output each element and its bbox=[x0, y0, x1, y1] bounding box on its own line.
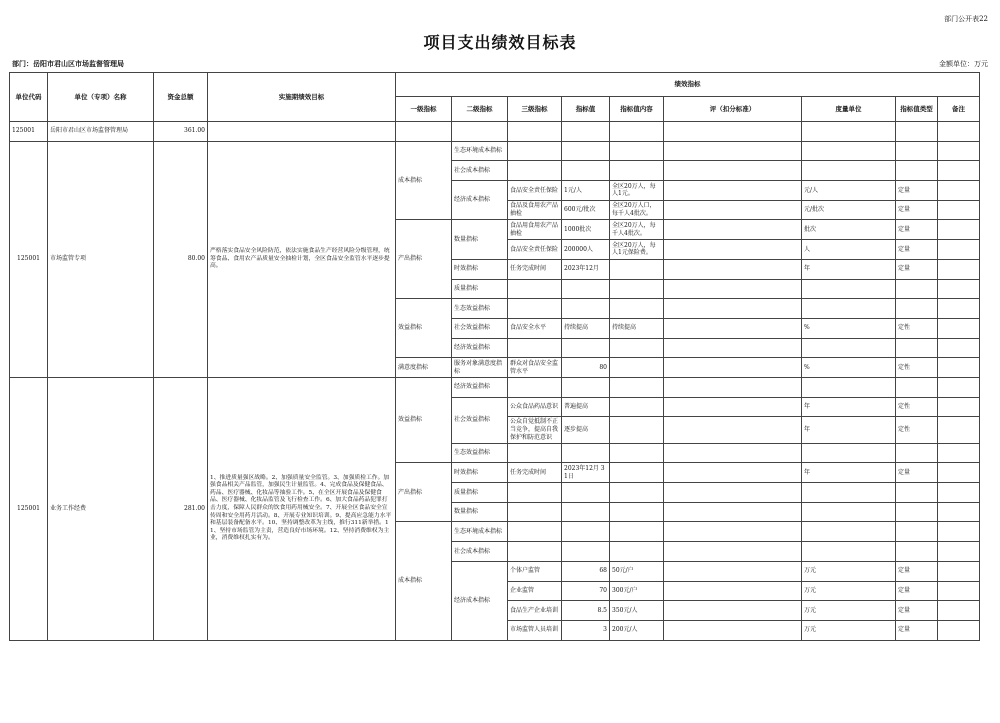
measure-unit-cell: 万元 bbox=[802, 581, 896, 601]
remark-cell bbox=[938, 620, 980, 640]
measure-unit-cell: 万元 bbox=[802, 620, 896, 640]
scoring-cell bbox=[664, 542, 802, 562]
value-content-cell bbox=[610, 141, 664, 161]
measure-unit-cell bbox=[802, 377, 896, 397]
value-content-cell bbox=[610, 522, 664, 542]
header-total-funds: 资金总额 bbox=[154, 73, 208, 122]
value-cell: 2023年12月 bbox=[562, 259, 610, 279]
remark-cell bbox=[938, 542, 980, 562]
measure-unit-cell: 元/批次 bbox=[802, 200, 896, 220]
value-content-cell: 全区20万人，每人1元。 bbox=[610, 181, 664, 201]
measure-unit-cell: 年 bbox=[802, 463, 896, 483]
value-content-cell bbox=[610, 358, 664, 378]
measure-unit-cell: % bbox=[802, 358, 896, 378]
value-cell bbox=[562, 338, 610, 358]
level2-cell: 经济成本指标 bbox=[452, 561, 508, 640]
remark-cell bbox=[938, 502, 980, 522]
scoring-cell bbox=[664, 318, 802, 338]
level2-cell: 时效指标 bbox=[452, 463, 508, 483]
amount-cell: 80.00 bbox=[154, 141, 208, 377]
scoring-cell bbox=[664, 581, 802, 601]
level3-cell bbox=[508, 522, 562, 542]
level2-cell: 生态效益指标 bbox=[452, 443, 508, 463]
value-type-cell bbox=[896, 443, 938, 463]
level3-cell: 公众食品药品意识 bbox=[508, 397, 562, 417]
measure-unit-cell bbox=[802, 542, 896, 562]
remark-cell bbox=[938, 397, 980, 417]
unit-code-cell: 125001 bbox=[10, 141, 48, 377]
amount-unit-label: 金额单位：万元 bbox=[939, 60, 988, 68]
value-type-cell bbox=[896, 161, 938, 181]
level2-cell: 质量指标 bbox=[452, 279, 508, 299]
value-cell bbox=[562, 483, 610, 503]
level3-cell: 食品安全水平 bbox=[508, 318, 562, 338]
table-row bbox=[10, 141, 980, 161]
level2-cell: 质量指标 bbox=[452, 483, 508, 503]
value-cell bbox=[562, 161, 610, 181]
level1-cell: 成本指标 bbox=[396, 141, 452, 220]
table-row bbox=[10, 377, 980, 397]
value-content-cell bbox=[610, 377, 664, 397]
value-content-cell: 全区20万人，每千人4批次。 bbox=[610, 220, 664, 240]
measure-unit-cell: 万元 bbox=[802, 601, 896, 621]
value-cell: 持续提高 bbox=[562, 318, 610, 338]
level2-cell: 社会效益指标 bbox=[452, 397, 508, 443]
measure-unit-cell: 万元 bbox=[802, 561, 896, 581]
performance-target-table bbox=[9, 72, 980, 641]
level2-cell: 生态环境成本指标 bbox=[452, 141, 508, 161]
level2-cell: 生态环境成本指标 bbox=[452, 522, 508, 542]
level2-cell: 社会成本指标 bbox=[452, 542, 508, 562]
remark-cell bbox=[938, 240, 980, 260]
value-content-cell bbox=[610, 443, 664, 463]
level2-cell: 社会成本指标 bbox=[452, 161, 508, 181]
value-content-cell: 全区20万人口，每千人4批次。 bbox=[610, 200, 664, 220]
level3-cell bbox=[508, 161, 562, 181]
level3-cell bbox=[508, 279, 562, 299]
value-type-cell bbox=[896, 279, 938, 299]
value-type-cell: 定性 bbox=[896, 318, 938, 338]
scoring-cell bbox=[664, 417, 802, 443]
header-measure-unit: 度量单位 bbox=[802, 97, 896, 122]
value-type-cell bbox=[896, 502, 938, 522]
amount-cell: 361.00 bbox=[154, 122, 208, 142]
scoring-cell bbox=[664, 620, 802, 640]
remark-cell bbox=[938, 299, 980, 319]
value-cell bbox=[562, 299, 610, 319]
level3-cell bbox=[508, 443, 562, 463]
value-content-cell bbox=[610, 299, 664, 319]
remark-cell bbox=[938, 181, 980, 201]
value-cell: 普遍提高 bbox=[562, 397, 610, 417]
level3-cell bbox=[508, 502, 562, 522]
measure-unit-cell: 年 bbox=[802, 397, 896, 417]
header-value-content: 指标值内容 bbox=[610, 97, 664, 122]
remark-cell bbox=[938, 200, 980, 220]
value-content-cell: 350元/人 bbox=[610, 601, 664, 621]
header-level2: 二级指标 bbox=[452, 97, 508, 122]
level3-cell: 食品安全责任保险 bbox=[508, 181, 562, 201]
unit-code-cell: 125001 bbox=[10, 377, 48, 640]
level3-cell: 公众自觉抵制不正当竞争，提高自我保护和防范意识 bbox=[508, 417, 562, 443]
value-type-cell bbox=[896, 377, 938, 397]
scoring-cell bbox=[664, 397, 802, 417]
value-content-cell: 全区20万人，每人1元保险费。 bbox=[610, 240, 664, 260]
value-cell: 2023年12月 31日 bbox=[562, 463, 610, 483]
remark-cell bbox=[938, 522, 980, 542]
remark-cell bbox=[938, 259, 980, 279]
value-type-cell: 定性 bbox=[896, 417, 938, 443]
level3-cell: 任务完成时间 bbox=[508, 259, 562, 279]
scoring-cell bbox=[664, 463, 802, 483]
level2-cell: 时效指标 bbox=[452, 259, 508, 279]
level3-cell: 食品安全责任保险 bbox=[508, 240, 562, 260]
measure-unit-cell: 批次 bbox=[802, 220, 896, 240]
value-cell: 3 bbox=[562, 620, 610, 640]
measure-unit-cell bbox=[802, 299, 896, 319]
remark-cell bbox=[938, 601, 980, 621]
level3-cell bbox=[508, 542, 562, 562]
level2-cell: 服务对象满意度指标 bbox=[452, 358, 508, 378]
page-number-label: 部门公开表22 bbox=[944, 15, 988, 23]
value-cell bbox=[562, 542, 610, 562]
level3-cell: 企业监管 bbox=[508, 581, 562, 601]
value-type-cell bbox=[896, 299, 938, 319]
scoring-cell bbox=[664, 377, 802, 397]
value-type-cell: 定性 bbox=[896, 358, 938, 378]
level2-cell: 社会效益指标 bbox=[452, 318, 508, 338]
scoring-cell bbox=[664, 561, 802, 581]
value-type-cell: 定量 bbox=[896, 240, 938, 260]
level2-cell: 经济成本指标 bbox=[452, 181, 508, 220]
value-type-cell: 定量 bbox=[896, 581, 938, 601]
level1-cell: 效益指标 bbox=[396, 377, 452, 462]
level3-cell bbox=[508, 338, 562, 358]
level2-cell: 数量指标 bbox=[452, 502, 508, 522]
value-type-cell: 定量 bbox=[896, 620, 938, 640]
level1-cell: 效益指标 bbox=[396, 299, 452, 358]
level1-cell: 产出指标 bbox=[396, 220, 452, 299]
remark-cell bbox=[938, 483, 980, 503]
value-type-cell: 定量 bbox=[896, 601, 938, 621]
value-cell: 8.5 bbox=[562, 601, 610, 621]
value-cell bbox=[562, 502, 610, 522]
measure-unit-cell: % bbox=[802, 318, 896, 338]
level1-cell: 满意度指标 bbox=[396, 358, 452, 378]
value-type-cell bbox=[896, 141, 938, 161]
remark-cell bbox=[938, 443, 980, 463]
remark-cell bbox=[938, 161, 980, 181]
header-unit-code: 单位代码 bbox=[10, 73, 48, 122]
measure-unit-cell bbox=[802, 443, 896, 463]
unit-name-cell: 业务工作经费 bbox=[48, 377, 154, 640]
header-value: 指标值 bbox=[562, 97, 610, 122]
measure-unit-cell bbox=[802, 279, 896, 299]
header-objective: 实施期绩效目标 bbox=[208, 73, 396, 122]
value-cell: 80 bbox=[562, 358, 610, 378]
level3-cell bbox=[508, 141, 562, 161]
unit-name-cell: 岳阳市君山区市场监督管理局 bbox=[48, 122, 154, 142]
value-cell: 1元/人 bbox=[562, 181, 610, 201]
objective-cell: 1、推进质量强区战略。2、加强质量安全监管。3、加强质检工作。加强食品相关产品监管，加强民生计量监管。4、完成食品及保健食品、药品、医疗器械、化妆品等抽验工作。5、在全区开展食品及保健食品、医疗器械、化妆品监管及飞行检查工作。6、加大食品药品犯罪打击力度，保障人民群众的饮食用药用械安全。7、开展全区食品安全宣传周和安全用药月活动。8、开展专业知识培训。9、提高应急能力水平和基层装备配备水平。10、坚持调整改革为主线，推行311新举措。11、坚持市场监管为主责，营造良好市场环境。12、坚持消费维权为主业，消费维权扎实有为。 bbox=[208, 377, 396, 640]
scoring-cell bbox=[664, 443, 802, 463]
value-type-cell bbox=[896, 542, 938, 562]
value-type-cell: 定性 bbox=[896, 397, 938, 417]
value-cell bbox=[562, 443, 610, 463]
measure-unit-cell bbox=[802, 502, 896, 522]
header-unit-name: 单位（专项）名称 bbox=[48, 73, 154, 122]
remark-cell bbox=[938, 358, 980, 378]
scoring-cell bbox=[664, 338, 802, 358]
value-content-cell bbox=[610, 161, 664, 181]
header-value-type: 指标值类型 bbox=[896, 97, 938, 122]
value-cell bbox=[562, 141, 610, 161]
remark-cell bbox=[938, 220, 980, 240]
measure-unit-cell: 元/人 bbox=[802, 181, 896, 201]
remark-cell bbox=[938, 561, 980, 581]
header-scoring: 评（扣分标准） bbox=[664, 97, 802, 122]
value-content-cell bbox=[610, 259, 664, 279]
value-type-cell: 定量 bbox=[896, 561, 938, 581]
level3-cell: 食品生产企业培训 bbox=[508, 601, 562, 621]
value-cell: 1000批次 bbox=[562, 220, 610, 240]
value-type-cell bbox=[896, 338, 938, 358]
level2-cell: 数量指标 bbox=[452, 220, 508, 259]
header-indicators: 绩效指标 bbox=[396, 73, 980, 97]
level3-cell: 食品及食用农产品抽检 bbox=[508, 200, 562, 220]
level3-cell bbox=[508, 483, 562, 503]
value-cell: 68 bbox=[562, 561, 610, 581]
table-row bbox=[10, 122, 980, 142]
value-cell: 70 bbox=[562, 581, 610, 601]
remark-cell bbox=[938, 318, 980, 338]
value-type-cell bbox=[896, 483, 938, 503]
value-content-cell bbox=[610, 502, 664, 522]
level3-cell: 市场监管人员培训 bbox=[508, 620, 562, 640]
level2-cell: 经济效益指标 bbox=[452, 338, 508, 358]
scoring-cell bbox=[664, 522, 802, 542]
header-remark: 备注 bbox=[938, 97, 980, 122]
level3-cell bbox=[508, 377, 562, 397]
measure-unit-cell bbox=[802, 161, 896, 181]
unit-code-cell: 125001 bbox=[10, 122, 48, 142]
measure-unit-cell bbox=[802, 522, 896, 542]
level3-cell: 食品用食用农产品抽检 bbox=[508, 220, 562, 240]
value-content-cell: 300元/户 bbox=[610, 581, 664, 601]
amount-cell: 281.00 bbox=[154, 377, 208, 640]
value-content-cell bbox=[610, 417, 664, 443]
value-content-cell: 200元/人 bbox=[610, 620, 664, 640]
unit-name-cell: 市场监管专项 bbox=[48, 141, 154, 377]
level3-cell: 任务完成时间 bbox=[508, 463, 562, 483]
value-content-cell bbox=[610, 338, 664, 358]
scoring-cell bbox=[664, 601, 802, 621]
value-type-cell: 定量 bbox=[896, 259, 938, 279]
level2-cell: 经济效益指标 bbox=[452, 377, 508, 397]
objective-cell: 严格落实食品安全风险防范，依法实施食品生产经营风险分级管理，统筹食品、食用农产品质量安全抽检计划，全区食品安全监管水平逐步提高。 bbox=[208, 141, 396, 377]
value-cell bbox=[562, 522, 610, 542]
scoring-cell bbox=[664, 358, 802, 378]
value-cell bbox=[562, 279, 610, 299]
value-content-cell: 50元/户 bbox=[610, 561, 664, 581]
level1-cell: 成本指标 bbox=[396, 522, 452, 640]
scoring-cell bbox=[664, 279, 802, 299]
page-title: 项目支出绩效目标表 bbox=[423, 33, 577, 52]
measure-unit-cell bbox=[802, 141, 896, 161]
measure-unit-cell bbox=[802, 483, 896, 503]
value-type-cell: 定量 bbox=[896, 181, 938, 201]
remark-cell bbox=[938, 279, 980, 299]
value-content-cell bbox=[610, 542, 664, 562]
value-type-cell bbox=[896, 522, 938, 542]
value-cell bbox=[562, 377, 610, 397]
remark-cell bbox=[938, 581, 980, 601]
level3-cell: 群众对食品安全监管水平 bbox=[508, 358, 562, 378]
scoring-cell bbox=[664, 502, 802, 522]
scoring-cell bbox=[664, 483, 802, 503]
scoring-cell bbox=[664, 200, 802, 220]
department-label: 部门：岳阳市君山区市场监督管理局 bbox=[12, 59, 124, 68]
measure-unit-cell: 年 bbox=[802, 417, 896, 443]
value-cell: 逐步提高 bbox=[562, 417, 610, 443]
level1-cell: 产出指标 bbox=[396, 463, 452, 522]
scoring-cell bbox=[664, 220, 802, 240]
level3-cell: 个体户监管 bbox=[508, 561, 562, 581]
value-type-cell: 定量 bbox=[896, 463, 938, 483]
level2-cell: 生态效益指标 bbox=[452, 299, 508, 319]
scoring-cell bbox=[664, 161, 802, 181]
value-content-cell bbox=[610, 463, 664, 483]
scoring-cell bbox=[664, 181, 802, 201]
value-content-cell bbox=[610, 279, 664, 299]
remark-cell bbox=[938, 338, 980, 358]
scoring-cell bbox=[664, 240, 802, 260]
value-type-cell: 定量 bbox=[896, 220, 938, 240]
scoring-cell bbox=[664, 259, 802, 279]
header-level1: 一级指标 bbox=[396, 97, 452, 122]
remark-cell bbox=[938, 141, 980, 161]
scoring-cell bbox=[664, 141, 802, 161]
value-cell: 600元/批次 bbox=[562, 200, 610, 220]
value-content-cell: 持续提高 bbox=[610, 318, 664, 338]
measure-unit-cell: 年 bbox=[802, 259, 896, 279]
scoring-cell bbox=[664, 299, 802, 319]
remark-cell bbox=[938, 463, 980, 483]
remark-cell bbox=[938, 377, 980, 397]
level3-cell bbox=[508, 299, 562, 319]
remark-cell bbox=[938, 417, 980, 443]
measure-unit-cell: 人 bbox=[802, 240, 896, 260]
header-level3: 三级指标 bbox=[508, 97, 562, 122]
value-cell: 200000人 bbox=[562, 240, 610, 260]
measure-unit-cell bbox=[802, 338, 896, 358]
value-content-cell bbox=[610, 397, 664, 417]
value-type-cell: 定量 bbox=[896, 200, 938, 220]
value-content-cell bbox=[610, 483, 664, 503]
